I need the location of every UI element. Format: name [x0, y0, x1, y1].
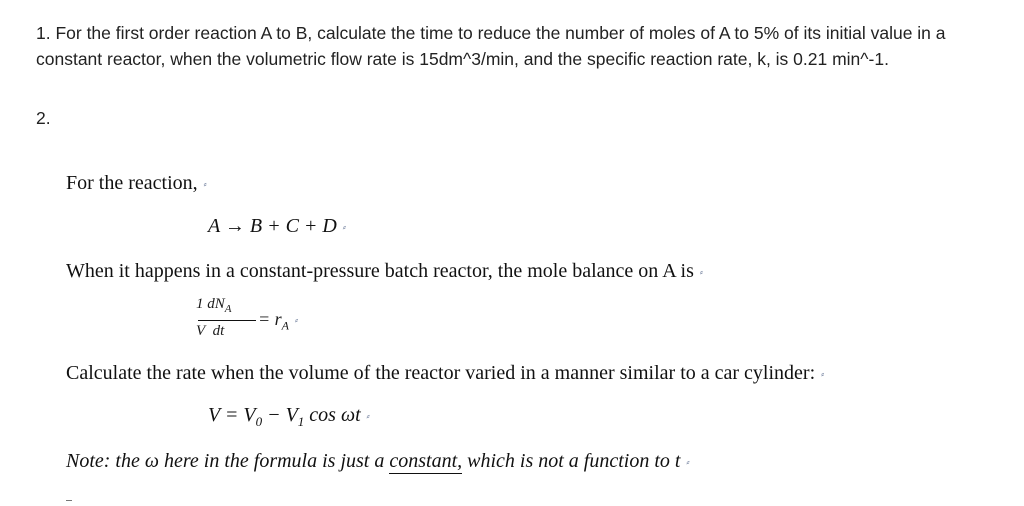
mole-balance-intro: [66, 260, 703, 283]
fraction-denominator: V dt: [196, 323, 225, 339]
note-text: [66, 450, 689, 473]
reaction-intro-text: For the reaction,: [66, 172, 198, 194]
calc-instruction: [66, 362, 824, 385]
note-underlined-word: constant,: [389, 450, 463, 472]
paragraph-mark-icon: ⸗: [686, 457, 690, 468]
trailing-dash: [66, 500, 72, 501]
paragraph-mark-icon: ⸗: [203, 179, 207, 190]
paragraph-mark-icon: ⸗: [699, 267, 703, 278]
fraction-bar: [198, 320, 256, 321]
rate-term: = $r_A$ ⸗: [258, 309, 298, 333]
reaction-intro: [66, 172, 207, 195]
note-prefix: Note: the ω here in the formula is just a: [66, 450, 390, 472]
volume-equation: $V = V_0 - V_1$ cos ωt ⸗: [208, 404, 370, 429]
fraction-numerator: 1 $dN_A$: [196, 296, 232, 315]
question-1-text: 1. For the first order reaction A to B, calculate the time to reduce the number of moles of A to 5% of its initial value in a constant reactor, when the volumetric flow rate is 15dm^3/min, and the specific reaction rate, k, is 0.21 min^-1.: [36, 23, 946, 69]
mole-balance-intro-text: When it happens in a constant-pressure batch reactor, the mole balance on A is: [66, 260, 694, 282]
note-suffix: which is not a function to t: [462, 450, 681, 472]
reaction-equation-text: A → B + C + D: [208, 215, 337, 237]
calc-instruction-text: Calculate the rate when the volume of the reactor varied in a manner similar to a car cylinder:: [66, 362, 816, 384]
paragraph-mark-icon: ⸗: [342, 222, 346, 233]
paragraph-mark-icon: ⸗: [295, 316, 298, 327]
reaction-equation: [208, 215, 346, 238]
mole-balance-equation: [196, 296, 298, 346]
paragraph-mark-icon: ⸗: [821, 369, 825, 380]
paragraph-mark-icon: ⸗: [366, 411, 370, 422]
question-2-number: 2.: [36, 108, 51, 128]
